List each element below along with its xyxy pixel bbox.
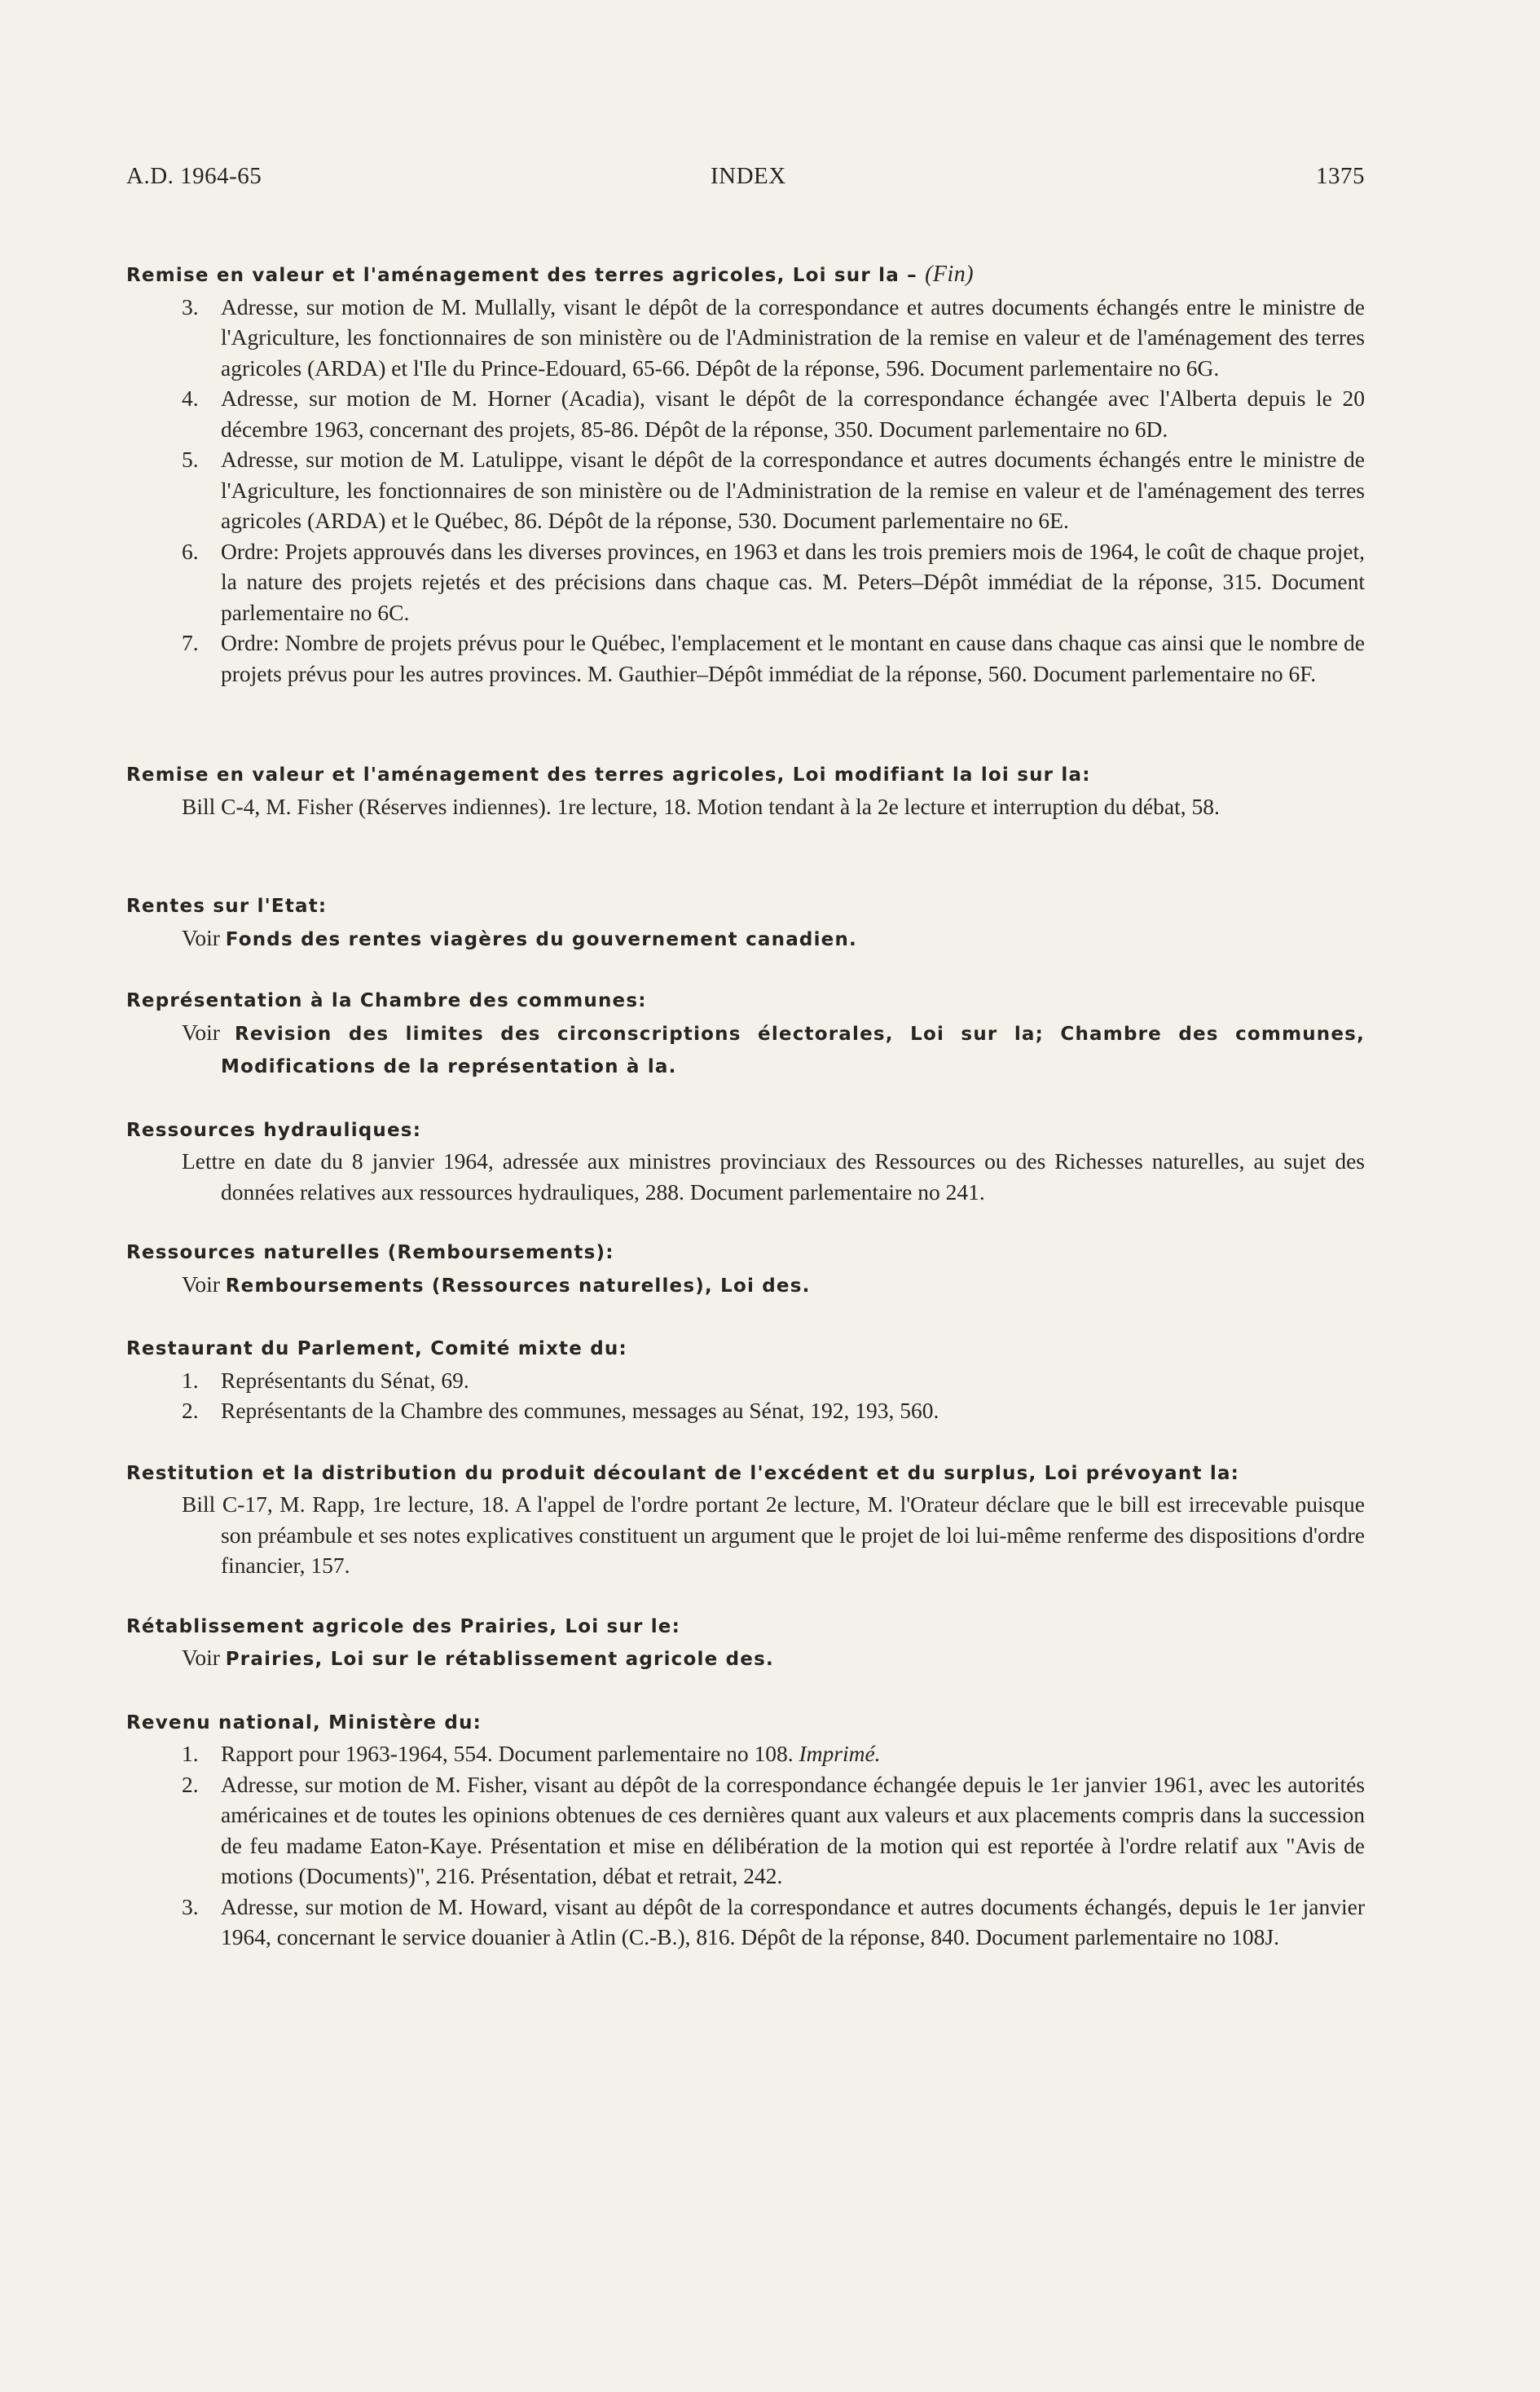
entry-number: 3. xyxy=(182,1893,199,1919)
voir-label: Voir xyxy=(182,1645,220,1670)
index-section xyxy=(126,259,1365,689)
section-heading: Revenu national, Ministère du: xyxy=(126,1711,482,1733)
entry-text: Adresse, sur motion de M. Horner (Acadia), visant le dépôt de la correspondance échangée avec l'Alberta depuis le 20 décembre 1963, concernant des projets, 85-86. Dépôt de la réponse, 350. Document parlementaire no 6D. xyxy=(221,385,1365,442)
section-heading: Rétablissement agricole des Prairies, Loi sur le: xyxy=(126,1615,680,1637)
index-section xyxy=(126,1334,1365,1426)
index-entry xyxy=(126,444,1365,536)
section-heading: Ressources hydrauliques: xyxy=(126,1119,422,1141)
heading-text: Remise en valeur et l'aménagement des terres agricoles, Loi sur la – xyxy=(126,265,917,286)
entry-text: Bill C-4, M. Fisher (Réserves indiennes). 1re lecture, 18. Motion tendant à la 2e lecture et interruption du débat, 58. xyxy=(182,793,1220,819)
entry-text: Ordre: Nombre de projets prévus pour le Québec, l'emplacement et le montant en cause dans chaque cas ainsi que le nombre de projets prévus pour les autres provinces. M. Gauthier–Dépôt immédiat de la réponse, 560. Document parlementaire no 6F. xyxy=(221,630,1365,686)
index-entry xyxy=(126,1365,1365,1396)
running-head xyxy=(126,163,1365,199)
cross-reference xyxy=(126,923,1365,956)
section-heading: Restaurant du Parlement, Comité mixte du: xyxy=(126,1338,627,1359)
page-number: 1375 xyxy=(1316,163,1365,189)
header-years: A.D. 1964-65 xyxy=(126,163,262,189)
cross-reference xyxy=(126,1017,1365,1083)
entry-number: 2. xyxy=(182,1771,199,1797)
index-content xyxy=(126,259,1365,1953)
reference-target: Prairies, Loi sur le rétablissement agricole des. xyxy=(225,1649,774,1670)
cross-reference xyxy=(126,1642,1365,1676)
entry-text: Ordre: Projets approuvés dans les diverses provinces, en 1963 et dans les trois premiers mois de 1964, le coût de chaque projet, la nature des projets rejetés et des précisions dans chaque cas. M. Peters–Dépôt immédiat de la réponse, 315. Document parlementaire no 6C. xyxy=(221,538,1365,625)
section-heading: Rentes sur l'Etat: xyxy=(126,896,328,917)
heading-suffix: (Fin) xyxy=(925,262,975,287)
reference-target: Remboursements (Ressources naturelles), Loi des. xyxy=(225,1275,811,1297)
entry-text: Adresse, sur motion de M. Fisher, visant au dépôt de la correspondance échangée depuis le 1er janvier 1961, avec les autorités américaines et de toutes les opinions obtenues de ces dernières quant aux valeurs et aux placements compris dans la succession de feu madame Eaton-Kaye. Présentation et mise en délibération de la motion qui est reportée à l'ordre relatif aux "Avis de motions (Documents)", 216. Présentation, débat et retrait, 242. xyxy=(221,1771,1365,1888)
reference-target: Fonds des rentes viagères du gouvernement canadien. xyxy=(225,928,857,950)
index-entry xyxy=(126,536,1365,628)
entry-number: 2. xyxy=(182,1398,199,1423)
index-entry xyxy=(126,1769,1365,1892)
section-heading: Remise en valeur et l'aménagement des terres agricoles, Loi modifiant la loi sur la: xyxy=(126,764,1091,786)
entry-text: Adresse, sur motion de M. Latulippe, visant le dépôt de la correspondance et autres documents échangés entre le ministre de l'Agriculture, les fonctionnaires de son ministère ou de l'Administration de la remise en valeur et de l'aménagement des terres agricoles (ARDA) et le Québec, 86. Dépôt de la réponse, 530. Document parlementaire no 6E. xyxy=(221,447,1365,533)
entry-text: Représentants du Sénat, 69. xyxy=(221,1367,469,1393)
entry-text: Bill C-17, M. Rapp, 1re lecture, 18. A l'appel de l'ordre portant 2e lecture, M. l'Orateur déclare que le bill est irrecevable puisque son préambule et ses notes explicatives constituent un argument que le projet de loi lui-même renferme des dispositions d'ordre financier, 157. xyxy=(182,1491,1365,1578)
entry-text: Adresse, sur motion de M. Mullally, visant le dépôt de la correspondance et autres documents échangés entre le ministre de l'Agriculture, les fonctionnaires de son ministère ou de l'Administration de la remise en valeur et de l'aménagement des terres agricoles (ARDA) et l'Ile du Prince-Edouard, 65-66. Dépôt de la réponse, 596. Document parlementaire no 6G. xyxy=(221,293,1365,381)
index-section xyxy=(126,1238,1365,1302)
index-section xyxy=(126,986,1365,1083)
cross-reference xyxy=(126,1269,1365,1302)
section-heading xyxy=(126,259,1365,292)
index-section xyxy=(126,1612,1365,1676)
index-section xyxy=(126,1459,1365,1581)
index-section xyxy=(126,760,1365,822)
reference-target: Revision des limites des circonscriptions électorales, Loi sur la; Chambre des communes, Modifications de la représentation à la. xyxy=(221,1023,1366,1077)
index-entry xyxy=(126,383,1365,444)
index-entry xyxy=(126,1395,1365,1426)
index-entry xyxy=(126,1892,1365,1953)
entry-number: 4. xyxy=(182,385,199,411)
entry-text: Rapport pour 1963-1964, 554. Document parlementaire no 108. xyxy=(221,1741,794,1766)
index-entry xyxy=(126,1738,1365,1769)
section-heading: Représentation à la Chambre des communes: xyxy=(126,990,647,1011)
voir-label: Voir xyxy=(182,924,220,950)
voir-label: Voir xyxy=(182,1019,220,1045)
entry-text: Lettre en date du 8 janvier 1964, adressée aux ministres provinciaux des Ressources ou des Richesses naturelles, au sujet des données relatives aux ressources hydrauliques, 288. Document parlementaire no 241. xyxy=(182,1148,1365,1205)
entry-number: 6. xyxy=(182,538,199,564)
entry-text: Représentants de la Chambre des communes, messages au Sénat, 192, 193, 560. xyxy=(221,1398,939,1423)
entry-number: 5. xyxy=(182,447,199,472)
index-section xyxy=(126,1116,1365,1208)
entry-number: 1. xyxy=(182,1741,199,1766)
index-entry xyxy=(126,628,1365,689)
section-heading: Restitution et la distribution du produit découlant de l'excédent et du surplus, Loi prévoyant la: xyxy=(126,1462,1240,1484)
entry-text: Adresse, sur motion de M. Howard, visant au dépôt de la correspondance et autres documents échangés, depuis le 1er janvier 1964, concernant le service douanier à Atlin (C.-B.), 816. Dépôt de la réponse, 840. Document parlementaire no 108J. xyxy=(221,1893,1365,1949)
entry-number: 3. xyxy=(182,293,199,319)
voir-label: Voir xyxy=(182,1271,220,1297)
header-title: INDEX xyxy=(711,163,786,189)
index-entry xyxy=(126,292,1365,384)
index-section xyxy=(126,892,1365,955)
entry-number: 1. xyxy=(182,1367,199,1393)
section-heading: Ressources naturelles (Remboursements): xyxy=(126,1242,614,1263)
index-section xyxy=(126,1708,1365,1953)
entry-number: 7. xyxy=(182,630,199,655)
entry-italic-note: Imprimé. xyxy=(799,1741,881,1766)
